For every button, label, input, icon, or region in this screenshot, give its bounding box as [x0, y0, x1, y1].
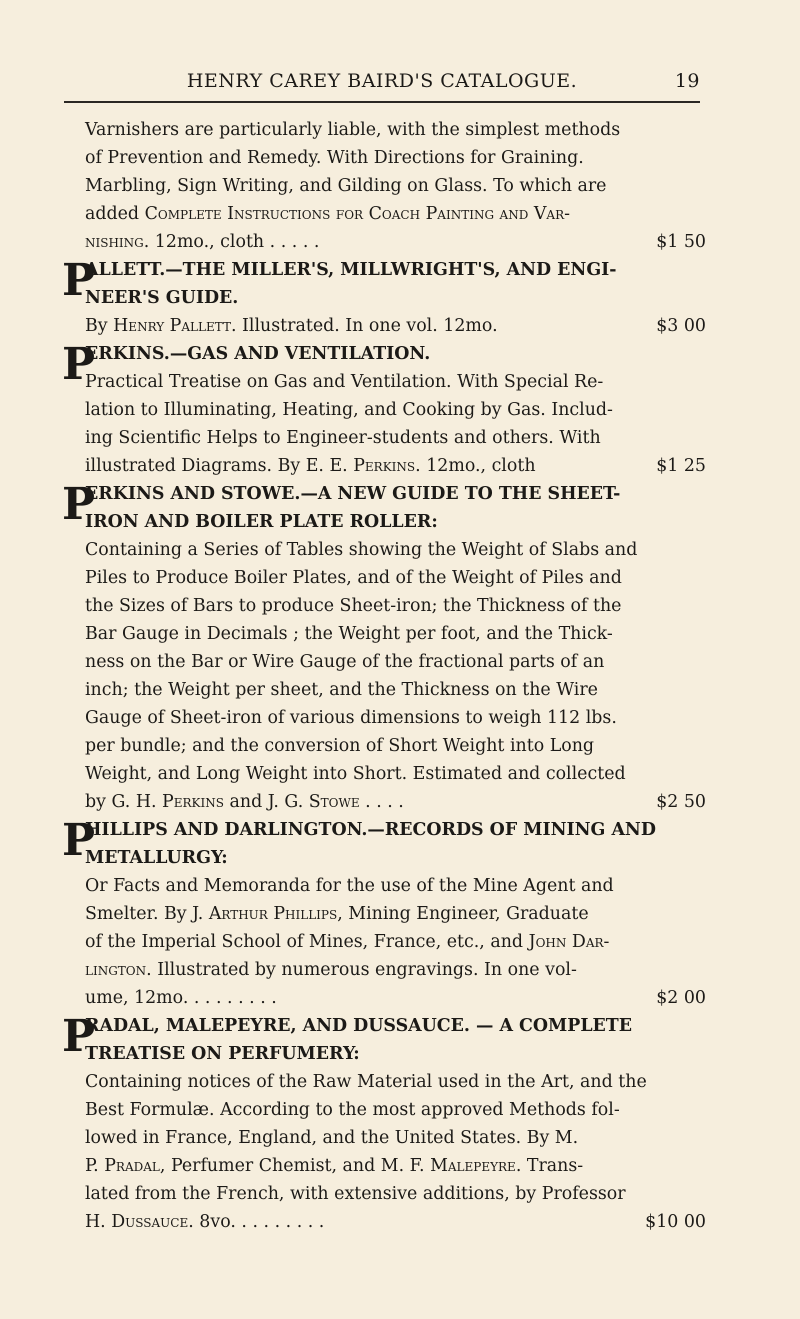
entry-description: Practical Treatise on Gas and Ventilation. With Special Re- lation to Illuminating, Heating, and Cooking by Gas. Includ- ing Scientific Helps to Engineer-students and others. With illustrated Diagrams. By E. E. Perkins. 12mo., cloth $1 25 [62, 368, 706, 480]
entry-phillips-darlington [62, 816, 706, 1012]
price: $2 00 [656, 988, 706, 1008]
entry-heading: P RADAL, MALEPEYRE, AND DUSSAUCE. — A COMPLETE TREATISE ON PERFUMERY: [62, 1011, 633, 1064]
entry-description: Containing notices of the Raw Material used in the Art, and the Best Formulæ. According to the most approved Methods fol- lowed in France, England, and the United States. By M. P. Pradal, Perfumer Chemist, and M. F. Malepeyre. Trans- lated from the French, with extensive additions, by Professor H. Dussauce. 8vo. . . . . . . . . $10 00 [62, 1068, 706, 1236]
price: $3 00 [656, 316, 706, 336]
price: $1 50 [656, 232, 706, 252]
entry-pallett [62, 256, 706, 340]
entry-perkins-stowe [62, 480, 706, 816]
running-header [64, 70, 700, 92]
entry-description: Or Facts and Memoranda for the use of the Mine Agent and Smelter. By J. Arthur Phillips, Mining Engineer, Graduate of the Imperial School of Mines, France, etc., and John Dar- lington. Illustrated by numerous engravings. In one vol- ume, 12mo. . . . . . . . . $2 00 [62, 872, 706, 1012]
drop-cap: P [62, 1011, 96, 1062]
entry-description: Containing a Series of Tables showing the Weight of Slabs and Piles to Produce Boiler Plates, and of the Weight of Piles and the Sizes of Bars to produce Sheet-iron; the Thickness of the Bar Gauge in Decimals ; the Weight per foot, and the Thick- ness on the Bar or Wire Gauge of the fractional parts of an inch; the Weight per sheet, and the Thickness on the Wire Gauge of Sheet-iron of various dimensions to weigh 112 lbs. per bundle; and the conversion of Short Weight into Long Weight, and Long Weight into Short. Estimated and collected by G. H. Perkins and J. G. Stowe . . . . $2 50 [62, 536, 706, 816]
entry-heading: P ALLETT.—THE MILLER'S, MILLWRIGHT'S, AND ENGI- NEER'S GUIDE. [62, 255, 617, 308]
drop-cap: P [62, 479, 96, 530]
catalogue-body [62, 116, 706, 1236]
entry-heading: P ERKINS.—GAS AND VENTILATION. [62, 339, 431, 390]
drop-cap: P [62, 815, 96, 866]
entry-pradal-perfumery [62, 1012, 706, 1236]
entry-heading: P ERKINS AND STOWE.—A NEW GUIDE TO THE SHEET- IRON AND BOILER PLATE ROLLER: [62, 479, 621, 532]
price: $10 00 [645, 1212, 706, 1232]
drop-cap: P [62, 255, 96, 306]
entry-description: By Henry Pallett. Illustrated. In one vol. 12mo. $3 00 [62, 312, 706, 340]
header-rule [64, 101, 700, 103]
drop-cap: P [62, 339, 96, 390]
price: $1 25 [656, 456, 706, 476]
entry-perkins-gas [62, 340, 706, 480]
header-title: HENRY CAREY BAIRD'S CATALOGUE. [186, 70, 578, 92]
page-number: 19 [674, 70, 700, 92]
continued-entry: Varnishers are particularly liable, with the simplest methods of Prevention and Remedy. With Directions for Graining. Marbling, Sign Writing, and Gilding on Glass. To which are added Complete Instructions for Coach Painting and Var- nishing. 12mo., cloth . . . . . $1 50 [62, 116, 706, 256]
entry-heading: P HILLIPS AND DARLINGTON.—RECORDS OF MINING AND METALLURGY: [62, 815, 656, 868]
price: $2 50 [656, 792, 706, 812]
